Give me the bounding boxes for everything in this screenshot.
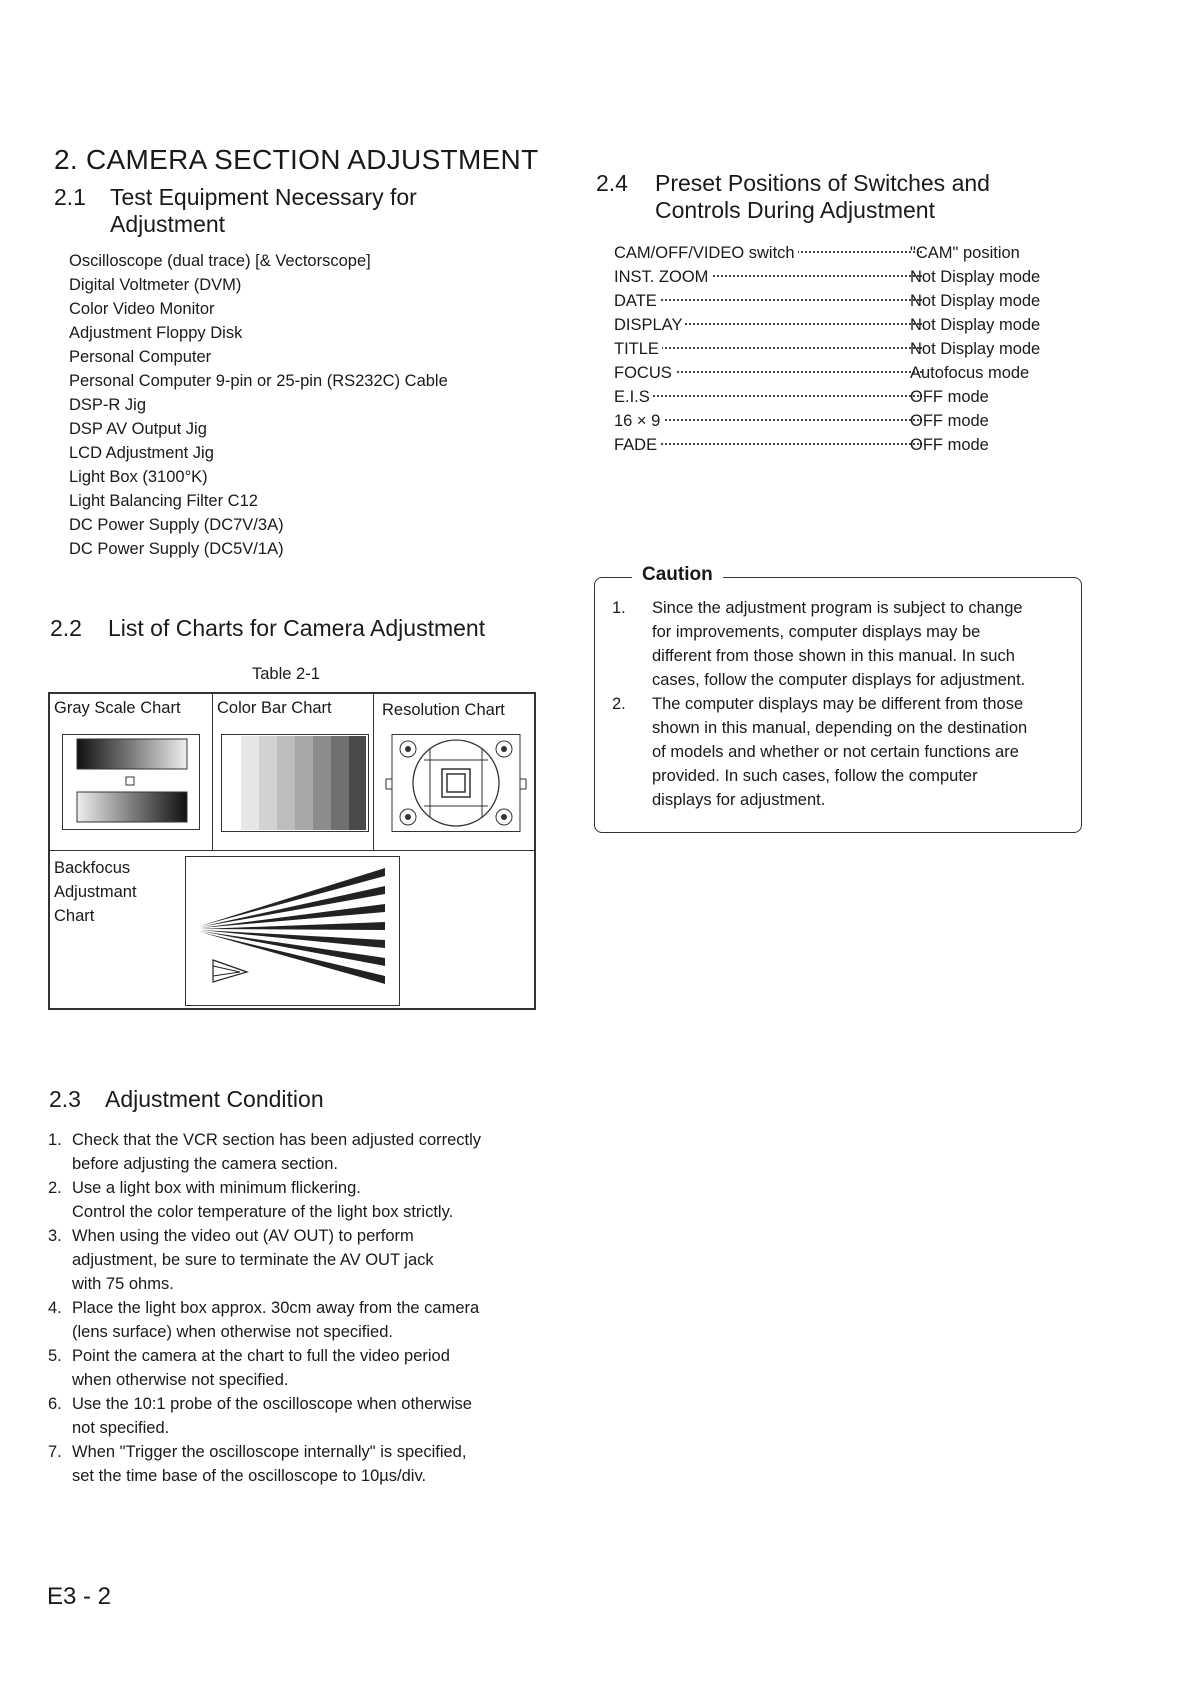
list-item-line: Use a light box with minimum flickering. [72, 1179, 361, 1197]
list-item-line: When "Trigger the oscilloscope internally" is specified, [72, 1443, 467, 1461]
caution-line: shown in this manual, depending on the destination [652, 719, 1028, 737]
color-bar-chart-image [221, 734, 369, 832]
list-item-line: adjustment, be sure to terminate the AV OUT jack [72, 1251, 434, 1269]
preset-label: INST. ZOOM [614, 265, 711, 289]
equipment-item: DSP-R Jig [69, 396, 147, 414]
caution-item-number: 2. [612, 695, 626, 713]
equipment-item: DC Power Supply (DC7V/3A) [69, 516, 284, 534]
list-item-line: with 75 ohms. [72, 1275, 174, 1293]
resolution-chart-image [382, 734, 530, 832]
equipment-item: Oscilloscope (dual trace) [& Vectorscope] [69, 252, 371, 270]
preset-value: Not Display mode [910, 316, 1041, 334]
preset-value: Not Display mode [910, 292, 1041, 310]
preset-label: DATE [614, 289, 660, 313]
equipment-item: Digital Voltmeter (DVM) [69, 276, 242, 294]
backfocus-chart-label [54, 856, 137, 928]
section-2-3-number: 2.3 [49, 1086, 81, 1112]
preset-value: "CAM" position [910, 244, 1020, 262]
equipment-list [69, 249, 448, 561]
preset-row [614, 385, 1070, 409]
preset-label: CAM/OFF/VIDEO switch [614, 241, 798, 265]
list-item-number: 7. [48, 1443, 62, 1461]
charts-table [48, 692, 536, 1010]
equipment-item: DC Power Supply (DC5V/1A) [69, 540, 284, 558]
backfocus-label-line: Backfocus [54, 859, 131, 877]
caution-line: The computer displays may be different from those [652, 695, 1024, 713]
backfocus-label-line: Adjustmant [54, 883, 137, 901]
caution-item [612, 596, 1072, 692]
list-item-line: Place the light box approx. 30cm away from the camera [72, 1299, 480, 1317]
list-item-line: before adjusting the camera section. [72, 1155, 338, 1173]
preset-value: Autofocus mode [910, 364, 1030, 382]
caution-line: different from those shown in this manual. In such [652, 647, 1015, 665]
caution-line: of models and whether or not certain functions are [652, 743, 1019, 761]
caution-line: provided. In such cases, follow the computer [652, 767, 978, 785]
preset-value: Not Display mode [910, 340, 1041, 358]
preset-label: 16 × 9 [614, 409, 663, 433]
caution-line: for improvements, computer displays may be [652, 623, 981, 641]
resolution-chart-label: Resolution Chart [382, 701, 505, 719]
list-item [48, 1344, 548, 1392]
section-2-1-number: 2.1 [54, 184, 86, 210]
caution-title: Caution [632, 564, 723, 586]
caution-item-number: 1. [612, 599, 626, 617]
list-item [48, 1176, 548, 1224]
equipment-item: Personal Computer [69, 348, 212, 366]
preset-label: DISPLAY [614, 313, 685, 337]
caution-line: Since the adjustment program is subject to change [652, 599, 1023, 617]
section-2-4-title-line1: Preset Positions of Switches and [655, 170, 990, 196]
list-item [48, 1440, 548, 1488]
equipment-item: Light Balancing Filter C12 [69, 492, 258, 510]
preset-label: E.I.S [614, 385, 653, 409]
list-item-line: When using the video out (AV OUT) to perform [72, 1227, 414, 1245]
section-2-4-heading [596, 170, 1066, 224]
list-item [48, 1128, 548, 1176]
preset-row [614, 337, 1070, 361]
preset-row [614, 409, 1070, 433]
preset-value: Not Display mode [910, 268, 1041, 286]
list-item [48, 1224, 548, 1296]
section-2-1-heading [54, 184, 494, 238]
list-item-line: Control the color temperature of the light box strictly. [72, 1203, 454, 1221]
page-number: E3 - 2 [47, 1583, 112, 1610]
list-item-number: 3. [48, 1227, 62, 1245]
section-2-4-title-line2: Controls During Adjustment [655, 197, 935, 223]
list-item-number: 1. [48, 1131, 62, 1149]
list-item-number: 5. [48, 1347, 62, 1365]
section-2-3-title: Adjustment Condition [105, 1086, 324, 1112]
list-item [48, 1296, 548, 1344]
page-title: 2. CAMERA SECTION ADJUSTMENT [54, 144, 539, 175]
preset-value: OFF mode [910, 388, 989, 406]
preset-row [614, 361, 1070, 385]
section-2-3-heading [49, 1086, 469, 1113]
list-item-line: (lens surface) when otherwise not specified. [72, 1323, 393, 1341]
list-item-line: Use the 10:1 probe of the oscilloscope when otherwise [72, 1395, 472, 1413]
list-item-line: Check that the VCR section has been adjusted correctly [72, 1131, 482, 1149]
section-2-2-heading [50, 615, 510, 642]
table-caption: Table 2-1 [252, 665, 320, 683]
condition-list [48, 1128, 548, 1488]
preset-row [614, 433, 1070, 457]
section-2-2-number: 2.2 [50, 615, 82, 641]
gray-scale-chart-image [62, 734, 200, 830]
preset-label: FOCUS [614, 361, 675, 385]
equipment-item: Light Box (3100°K) [69, 468, 208, 486]
color-bar-chart-label: Color Bar Chart [217, 699, 332, 717]
section-2-2-title: List of Charts for Camera Adjustment [108, 615, 486, 641]
equipment-item: DSP AV Output Jig [69, 420, 207, 438]
preset-row [614, 289, 1070, 313]
equipment-item: Color Video Monitor [69, 300, 215, 318]
list-item-number: 4. [48, 1299, 62, 1317]
caution-line: displays for adjustment. [652, 791, 826, 809]
section-2-1-title-line2: Adjustment [110, 211, 226, 237]
list-item [48, 1392, 548, 1440]
caution-line: cases, follow the computer displays for adjustment. [652, 671, 1026, 689]
preset-row [614, 265, 1070, 289]
gray-scale-chart-label: Gray Scale Chart [54, 699, 181, 717]
preset-row [614, 241, 1070, 265]
preset-label: FADE [614, 433, 660, 457]
list-item-line: Point the camera at the chart to full the video period [72, 1347, 450, 1365]
preset-value: OFF mode [910, 412, 989, 430]
section-2-4-number: 2.4 [596, 170, 628, 196]
list-item-number: 2. [48, 1179, 62, 1197]
caution-item [612, 692, 1072, 812]
preset-value: OFF mode [910, 436, 989, 454]
backfocus-chart-image [185, 856, 400, 1006]
equipment-item: Adjustment Floppy Disk [69, 324, 243, 342]
equipment-item: LCD Adjustment Jig [69, 444, 214, 462]
preset-table [614, 241, 1070, 457]
list-item-line: set the time base of the oscilloscope to 10µs/div. [72, 1467, 427, 1485]
equipment-item: Personal Computer 9-pin or 25-pin (RS232C) Cable [69, 372, 448, 390]
backfocus-label-line: Chart [54, 907, 95, 925]
preset-label: TITLE [614, 337, 662, 361]
list-item-line: when otherwise not specified. [72, 1371, 289, 1389]
section-2-1-title-line1: Test Equipment Necessary for [110, 184, 417, 210]
list-item-line: not specified. [72, 1419, 170, 1437]
list-item-number: 6. [48, 1395, 62, 1413]
caution-list [612, 596, 1072, 812]
preset-row [614, 313, 1070, 337]
